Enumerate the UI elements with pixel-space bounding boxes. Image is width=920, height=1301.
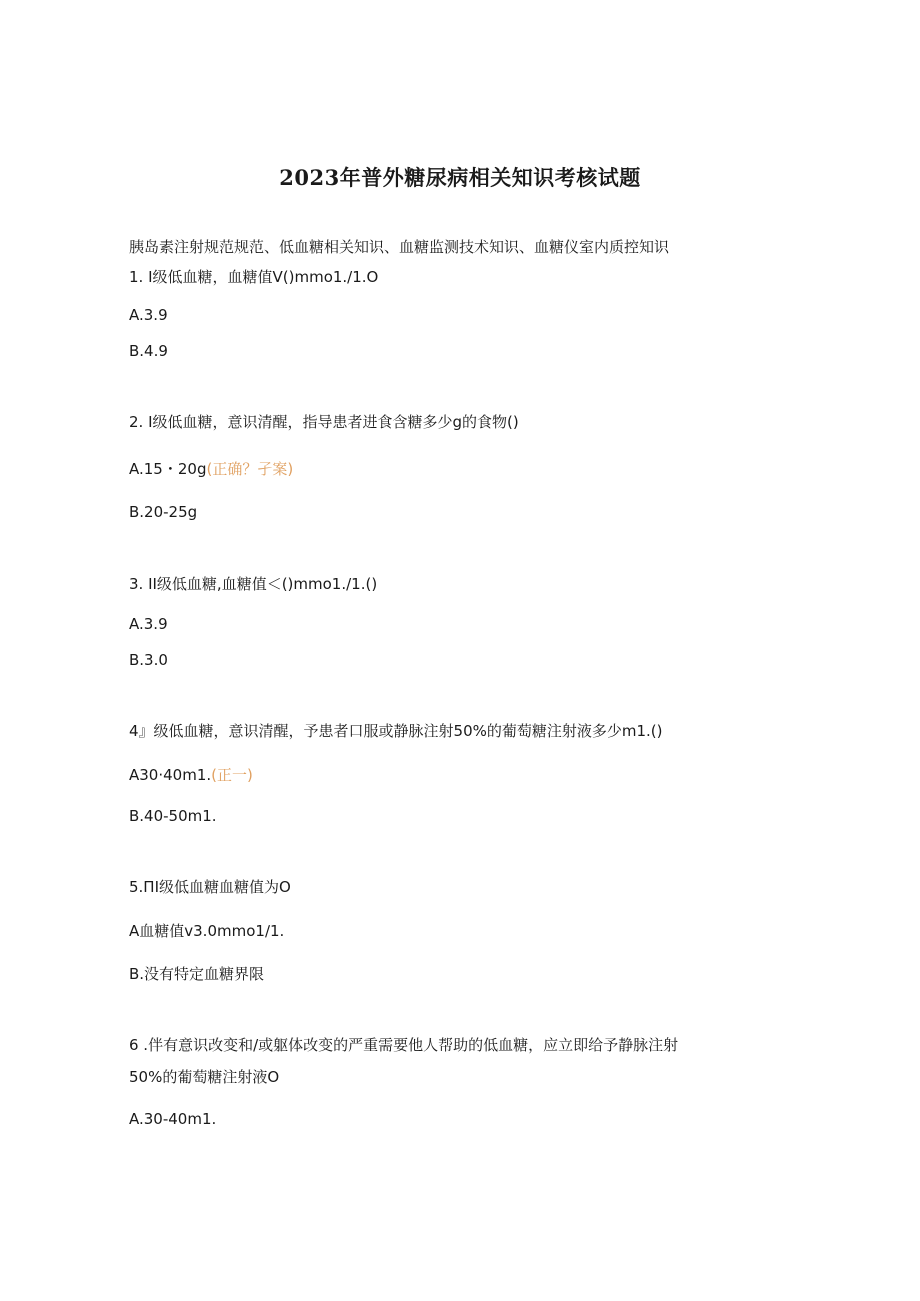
question-4-option-b: B.40-50m1. [129,807,217,825]
question-2: 2. I级低血糖，意识清醒，指导患者进食含糖多少g的食物() [129,413,519,431]
question-6-option-a: A.30-40m1. [129,1110,217,1128]
question-5: 5.ΠI级低血糖血糖值为O [129,878,291,896]
answer-note: (正一) [211,766,253,784]
question-2-option-a [129,458,293,480]
question-5-option-b: B.没有特定血糖界限 [129,965,265,983]
question-4: 4』级低血糖，意识清醒，予患者口服或静脉注射50%的葡萄糖注射液多少m1.() [129,722,663,740]
page-title: 2023年普外糖尿病相关知识考核试题 [279,165,641,190]
question-3-option-a: A.3.9 [129,615,168,633]
question-1: 1. I级低血糖，血糖值V()mmo1./1.O [129,268,379,286]
question-1-option-b: B.4.9 [129,342,168,360]
question-2-option-b: B.20-25g [129,503,198,521]
question-6: 6 .伴有意识改变和/或躯体改变的严重需要他人帮助的低血糖，应立即给予静脉注射 [129,1036,679,1054]
answer-note: (正确？孑案) [206,460,294,478]
question-3-option-b: B.3.0 [129,651,168,669]
question-5-option-a: A血糖值v3.0mmo1∕1. [129,922,285,940]
question-4-option-a [129,764,253,786]
question-3: 3. II级低血糖,血糖值＜()mmo1./1.() [129,575,378,593]
option-text: A30·40m1. [129,766,212,784]
question-1-option-a: A.3.9 [129,306,168,324]
option-text: A.15・20g [129,460,207,478]
intro-line: 胰岛素注射规范规范、低血糖相关知识、血糖监测技术知识、血糖仪室内质控知识 [129,238,670,256]
question-6-continued: 50%的葡萄糖注射液O [129,1068,280,1086]
